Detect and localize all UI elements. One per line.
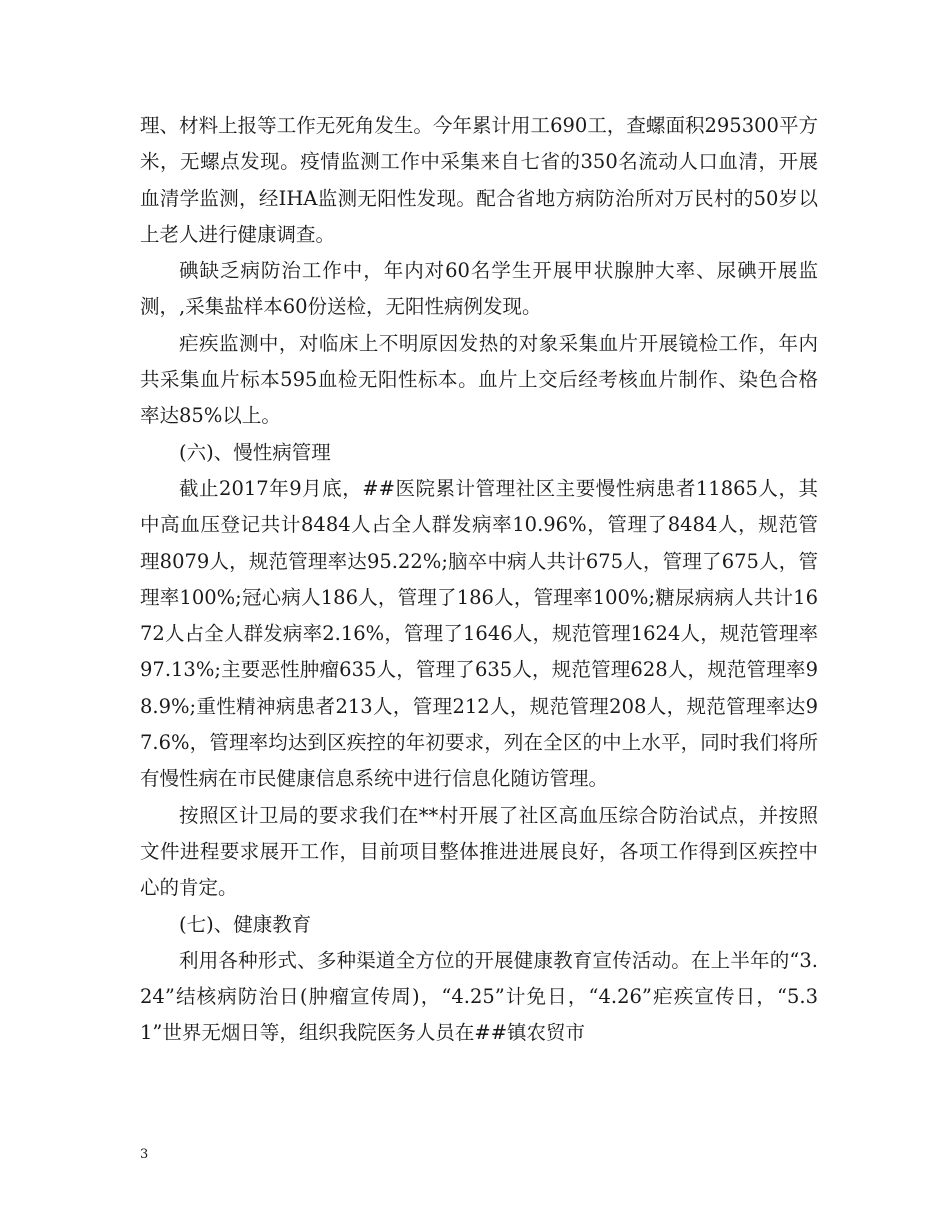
paragraph-hypertension-pilot: 按照区计卫局的要求我们在**村开展了社区高血压综合防治试点，并按照文件进程要求展开工作，目前项目整体推进进展良好，各项工作得到区疾控中心的肯定。 — [140, 803, 818, 900]
paragraph-iodine-deficiency: 碘缺乏病防治工作中，年内对60名学生开展甲状腺肿大率、尿碘开展监测，,采集盐样本60份送检，无阳性病例发现。 — [140, 259, 818, 319]
document-body — [140, 108, 818, 1052]
paragraph-health-education: 利用各种形式、多种渠道全方位的开展健康教育宣传活动。在上半年的“3.24”结核病防治日(肿瘤宣传周)，“4.25”计免日，“4.26”疟疾宣传日，“5.31”世界无烟日等，组织我院医务人员在##镇农贸市 — [140, 948, 818, 1045]
paragraph-chronic-disease-stats: 截止2017年9月底，##医院累计管理社区主要慢性病患者11865人，其中高血压登记共计8484人占全人群发病率10.96%，管理了8484人，规范管理8079人，规范管理率达95.22%;脑卒中病人共计675人，管理了675人，管理率100%;冠心病人186人，管理了186人，管理率100%;糖尿病病人共计1672人占全人群发病率2.16%，管理了1646人，规范管理1624人，规范管理率97.13%;主要恶性肿瘤635人，管理了635人，规范管理628人，规范管理率98.9%;重性精神病患者213人，管理212人，规范管理208人，规范管理率达97.6%，管理率均达到区疾控的年初要求，列在全区的中上水平，同时我们将所有慢性病在市民健康信息系统中进行信息化随访管理。 — [140, 476, 818, 791]
section-heading-chronic-disease: (六)、慢性病管理 — [179, 440, 331, 464]
section-heading-health-education: (七)、健康教育 — [179, 912, 312, 936]
page-number: 3 — [140, 1147, 149, 1162]
paragraph-malaria: 疟疾监测中，对临床上不明原因发热的对象采集血片开展镜检工作，年内共采集血片标本595血检无阳性标本。血片上交后经考核血片制作、染色合格率达85%以上。 — [140, 331, 818, 428]
paragraph-schistosomiasis: 理、材料上报等工作无死角发生。今年累计用工690工，查螺面积295300平方米，无螺点发现。疫情监测工作中采集来自七省的350名流动人口血清，开展血清学监测，经IHA监测无阳性发现。配合省地方病防治所对万民村的50岁以上老人进行健康调查。 — [140, 114, 818, 246]
